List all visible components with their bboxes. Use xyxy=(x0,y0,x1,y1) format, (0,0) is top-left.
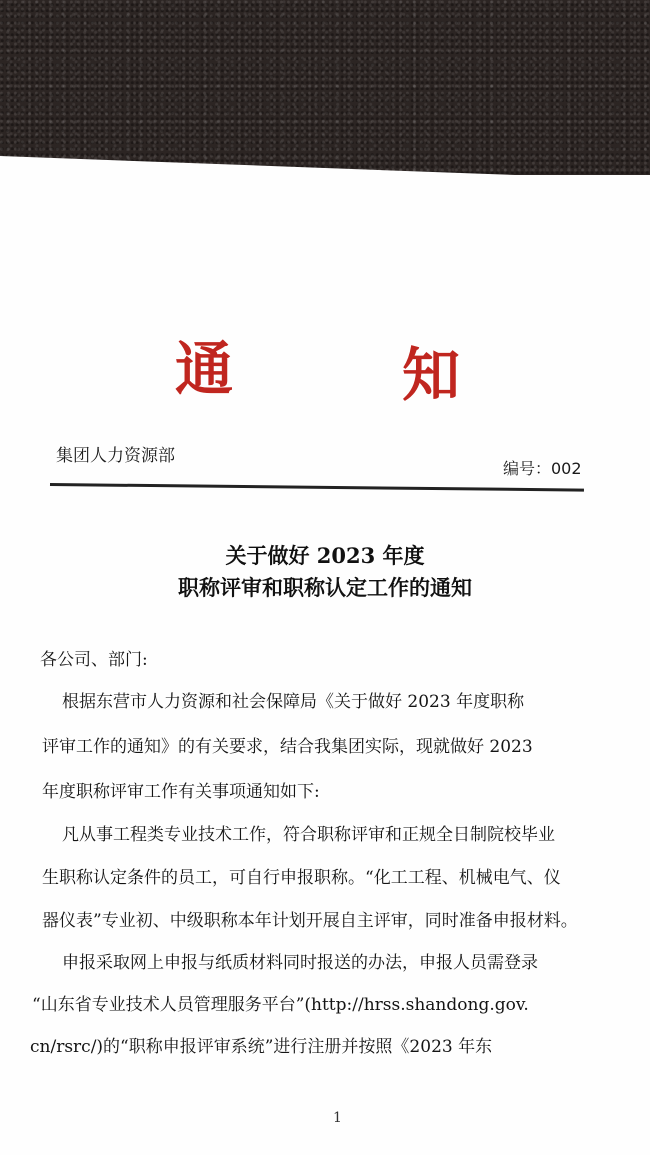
heading-char-1: 通 xyxy=(175,335,234,403)
body-line: “山东省专业技术人员管理服务平台”(http://hrss.shandong.gov. xyxy=(32,995,529,1015)
body-line: cn/rsrc/)的“职称申报评审系统”进行注册并按照《2023 年东 xyxy=(30,1037,493,1057)
salutation: 各公司、部门: xyxy=(40,650,148,670)
body-line: 凡从事工程类专业技术工作，符合职称评审和正规全日制院校毕业 xyxy=(62,825,555,845)
page-number: 1 xyxy=(333,1110,342,1126)
body-line: 器仪表”专业初、中级职称本年计划开展自主评审，同时准备申报材料。 xyxy=(42,911,578,931)
body-line: 年度职称评审工作有关事项通知如下: xyxy=(42,782,320,802)
title-line-2: 职称评审和职称认定工作的通知 xyxy=(178,575,472,600)
document-number: 编号：002 xyxy=(503,459,582,478)
header-divider xyxy=(50,483,584,492)
scanner-background xyxy=(0,0,650,175)
body-line: 评审工作的通知》的有关要求，结合我集团实际，现就做好 2023 xyxy=(42,737,533,757)
body-line: 根据东营市人力资源和社会保障局《关于做好 2023 年度职称 xyxy=(62,692,525,712)
issuing-department: 集团人力资源部 xyxy=(56,446,175,466)
document-title xyxy=(0,540,650,604)
title-line-1: 关于做好 2023 年度 xyxy=(225,543,425,568)
heading-char-2: 知 xyxy=(402,341,461,409)
body-line: 生职称认定条件的员工，可自行申报职称。“化工工程、机械电气、仪 xyxy=(42,868,561,888)
body-line: 申报采取网上申报与纸质材料同时报送的办法，申报人员需登录 xyxy=(62,953,538,973)
notice-heading xyxy=(0,322,650,409)
